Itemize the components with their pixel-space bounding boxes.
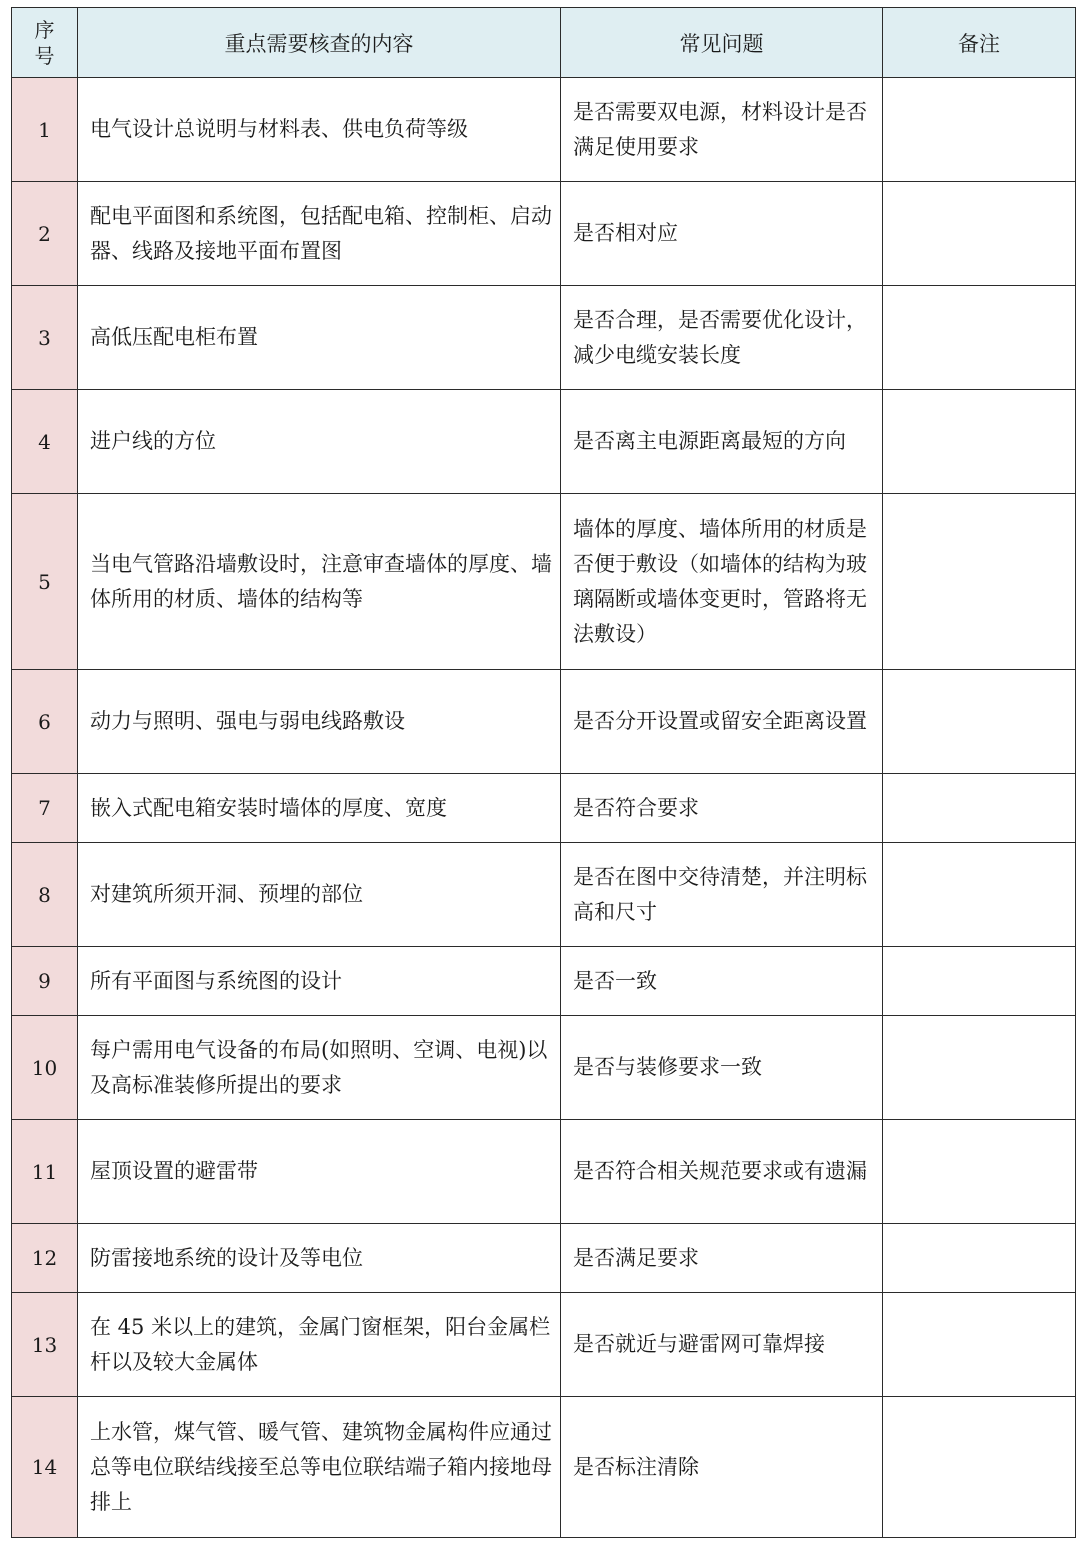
header-no-line-1: 序 xyxy=(34,17,55,42)
row-remark xyxy=(883,774,1076,843)
table-row xyxy=(12,1224,1076,1293)
header-remark: 备注 xyxy=(883,8,1076,78)
row-remark xyxy=(883,390,1076,494)
row-remark xyxy=(883,670,1076,774)
row-number: 12 xyxy=(12,1224,78,1293)
table-row xyxy=(12,390,1076,494)
row-number: 11 xyxy=(12,1120,78,1224)
row-number: 1 xyxy=(12,78,78,182)
row-remark xyxy=(883,1224,1076,1293)
row-issue: 是否满足要求 xyxy=(561,1224,883,1293)
row-content: 嵌入式配电箱安装时墙体的厚度、宽度 xyxy=(78,774,561,843)
row-number: 7 xyxy=(12,774,78,843)
row-remark xyxy=(883,494,1076,670)
row-remark xyxy=(883,286,1076,390)
row-number: 9 xyxy=(12,947,78,1016)
row-remark xyxy=(883,1397,1076,1538)
row-issue: 是否离主电源距离最短的方向 xyxy=(561,390,883,494)
row-issue: 是否符合相关规范要求或有遗漏 xyxy=(561,1120,883,1224)
row-issue: 是否在图中交待清楚，并注明标高和尺寸 xyxy=(561,843,883,947)
header-no-line-2: 号 xyxy=(34,43,55,68)
row-issue: 是否符合要求 xyxy=(561,774,883,843)
row-issue: 是否分开设置或留安全距离设置 xyxy=(561,670,883,774)
row-remark xyxy=(883,1120,1076,1224)
table-row xyxy=(12,182,1076,286)
table-row xyxy=(12,843,1076,947)
table-row xyxy=(12,774,1076,843)
row-content: 每户需用电气设备的布局(如照明、空调、电视)以及高标准装修所提出的要求 xyxy=(78,1016,561,1120)
row-remark xyxy=(883,78,1076,182)
row-content: 所有平面图与系统图的设计 xyxy=(78,947,561,1016)
header-no xyxy=(12,8,78,78)
row-issue: 是否与装修要求一致 xyxy=(561,1016,883,1120)
table-row xyxy=(12,947,1076,1016)
row-content: 配电平面图和系统图，包括配电箱、控制柜、启动器、线路及接地平面布置图 xyxy=(78,182,561,286)
row-number: 10 xyxy=(12,1016,78,1120)
table-row xyxy=(12,1120,1076,1224)
row-remark xyxy=(883,843,1076,947)
row-content: 当电气管路沿墙敷设时，注意审查墙体的厚度、墙体所用的材质、墙体的结构等 xyxy=(78,494,561,670)
row-number: 2 xyxy=(12,182,78,286)
row-number: 8 xyxy=(12,843,78,947)
row-content: 防雷接地系统的设计及等电位 xyxy=(78,1224,561,1293)
row-issue: 是否需要双电源，材料设计是否满足使用要求 xyxy=(561,78,883,182)
row-content: 在 45 米以上的建筑，金属门窗框架，阳台金属栏杆以及较大金属体 xyxy=(78,1293,561,1397)
row-number: 13 xyxy=(12,1293,78,1397)
table-row xyxy=(12,78,1076,182)
row-issue: 是否相对应 xyxy=(561,182,883,286)
table-row xyxy=(12,494,1076,670)
row-issue: 是否标注清除 xyxy=(561,1397,883,1538)
row-issue: 是否就近与避雷网可靠焊接 xyxy=(561,1293,883,1397)
table-row xyxy=(12,286,1076,390)
table-row xyxy=(12,1293,1076,1397)
row-content: 电气设计总说明与材料表、供电负荷等级 xyxy=(78,78,561,182)
table-row xyxy=(12,670,1076,774)
row-issue: 是否合理，是否需要优化设计，减少电缆安装长度 xyxy=(561,286,883,390)
row-content: 屋顶设置的避雷带 xyxy=(78,1120,561,1224)
row-content: 进户线的方位 xyxy=(78,390,561,494)
row-remark xyxy=(883,1293,1076,1397)
row-number: 3 xyxy=(12,286,78,390)
row-number: 5 xyxy=(12,494,78,670)
table-row xyxy=(12,1397,1076,1538)
row-content: 上水管，煤气管、暖气管、建筑物金属构件应通过总等电位联结线接至总等电位联结端子箱内接地母排上 xyxy=(78,1397,561,1538)
row-content: 对建筑所须开洞、预埋的部位 xyxy=(78,843,561,947)
row-remark xyxy=(883,182,1076,286)
row-content: 高低压配电柜布置 xyxy=(78,286,561,390)
row-number: 6 xyxy=(12,670,78,774)
header-row xyxy=(12,8,1076,78)
inspection-table xyxy=(11,7,1076,1538)
row-number: 14 xyxy=(12,1397,78,1538)
header-content: 重点需要核查的内容 xyxy=(78,8,561,78)
row-remark xyxy=(883,1016,1076,1120)
row-issue: 墙体的厚度、墙体所用的材质是否便于敷设（如墙体的结构为玻璃隔断或墙体变更时，管路将无法敷设） xyxy=(561,494,883,670)
header-issue: 常见问题 xyxy=(561,8,883,78)
row-content: 动力与照明、强电与弱电线路敷设 xyxy=(78,670,561,774)
table-row xyxy=(12,1016,1076,1120)
row-issue: 是否一致 xyxy=(561,947,883,1016)
row-number: 4 xyxy=(12,390,78,494)
row-remark xyxy=(883,947,1076,1016)
